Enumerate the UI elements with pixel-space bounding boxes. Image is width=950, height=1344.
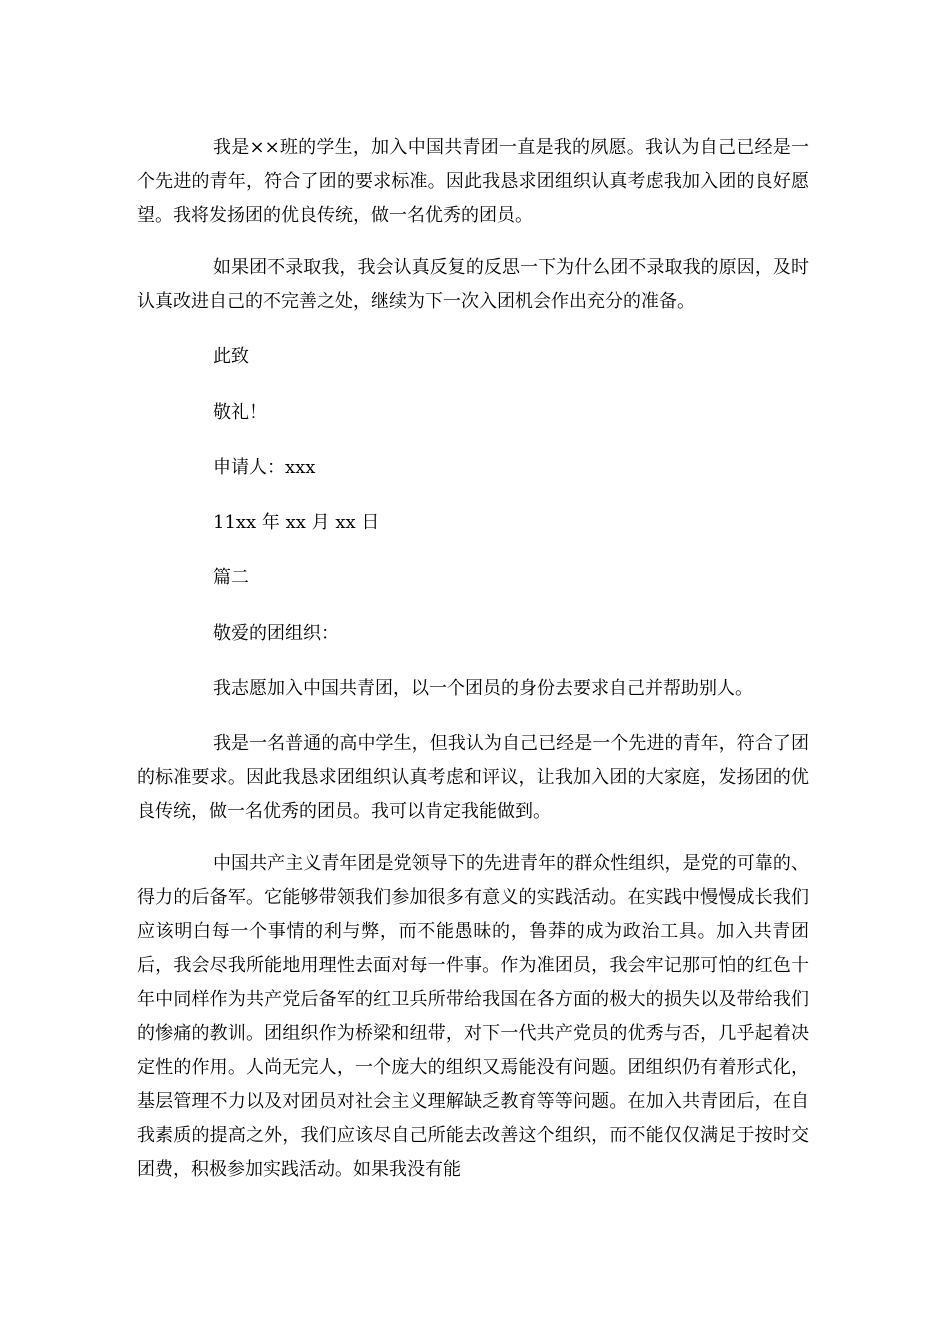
closing-line-2: 敬礼！ xyxy=(213,402,267,423)
paragraph-5: 中国共产主义青年团是党领导下的先进青年的群众性组织，是党的可靠的、得力的后备军。它能够带领我们参加很多有意义的实践活动。在实践中慢慢成长我们应该明白每一个事情的利与弊，而不能愚昧的，鲁莽的成为政治工具。加入共青团后，我会尽我所能地用理性去面对每一件事。作为准团员，我会牢记那可怕的红色十年中同样作为共产党后备军的红卫兵所带给我国在各方面的极大的损失以及带给我们的惨痛的教训。团组织作为桥梁和纽带，对下一代共产党员的优秀与否，几乎起着决定性的作用。人尚无完人，一个庞大的组织又焉能没有问题。团组织仍有着形式化，基层管理不力以及对团员对社会主义理解缺乏教育等等问题。在加入共青团后，在自我素质的提高之外，我们应该尽自己所能去改善这个组织，而不能仅仅满足于按时交团费，积极参加实践活动。如果我没有能 xyxy=(137,853,809,1180)
paragraph-2: 如果团不录取我，我会认真反复的反思一下为什么团不录取我的原因，及时认真改进自己的不完善之处，继续为下一次入团机会作出充分的准备。 xyxy=(137,257,809,312)
section-label: 篇二 xyxy=(213,567,249,588)
salutation: 敬爱的团组织： xyxy=(213,623,339,644)
closing-line-1: 此致 xyxy=(213,346,249,367)
paragraph-4: 我是一名普通的高中学生，但我认为自己已经是一个先进的青年，符合了团的标准要求。因此我恳求团组织认真考虑和评议，让我加入团的大家庭，发扬团的优良传统，做一名优秀的团员。我可以肯定我能做到。 xyxy=(137,733,809,822)
application-date: 11xx 年 xx 月 xx 日 xyxy=(213,512,380,533)
paragraph-3: 我志愿加入中国共青团，以一个团员的身份去要求自己并帮助别人。 xyxy=(213,678,753,699)
paragraph-1: 我是××班的学生，加入中国共青团一直是我的夙愿。我认为自己已经是一个先进的青年，符合了团的要求标准。因此我恳求团组织认真考虑我加入团的良好愿望。我将发扬团的优良传统，做一名优秀的团员。 xyxy=(137,137,809,226)
applicant-signature: 申请人：xxx xyxy=(213,457,316,478)
